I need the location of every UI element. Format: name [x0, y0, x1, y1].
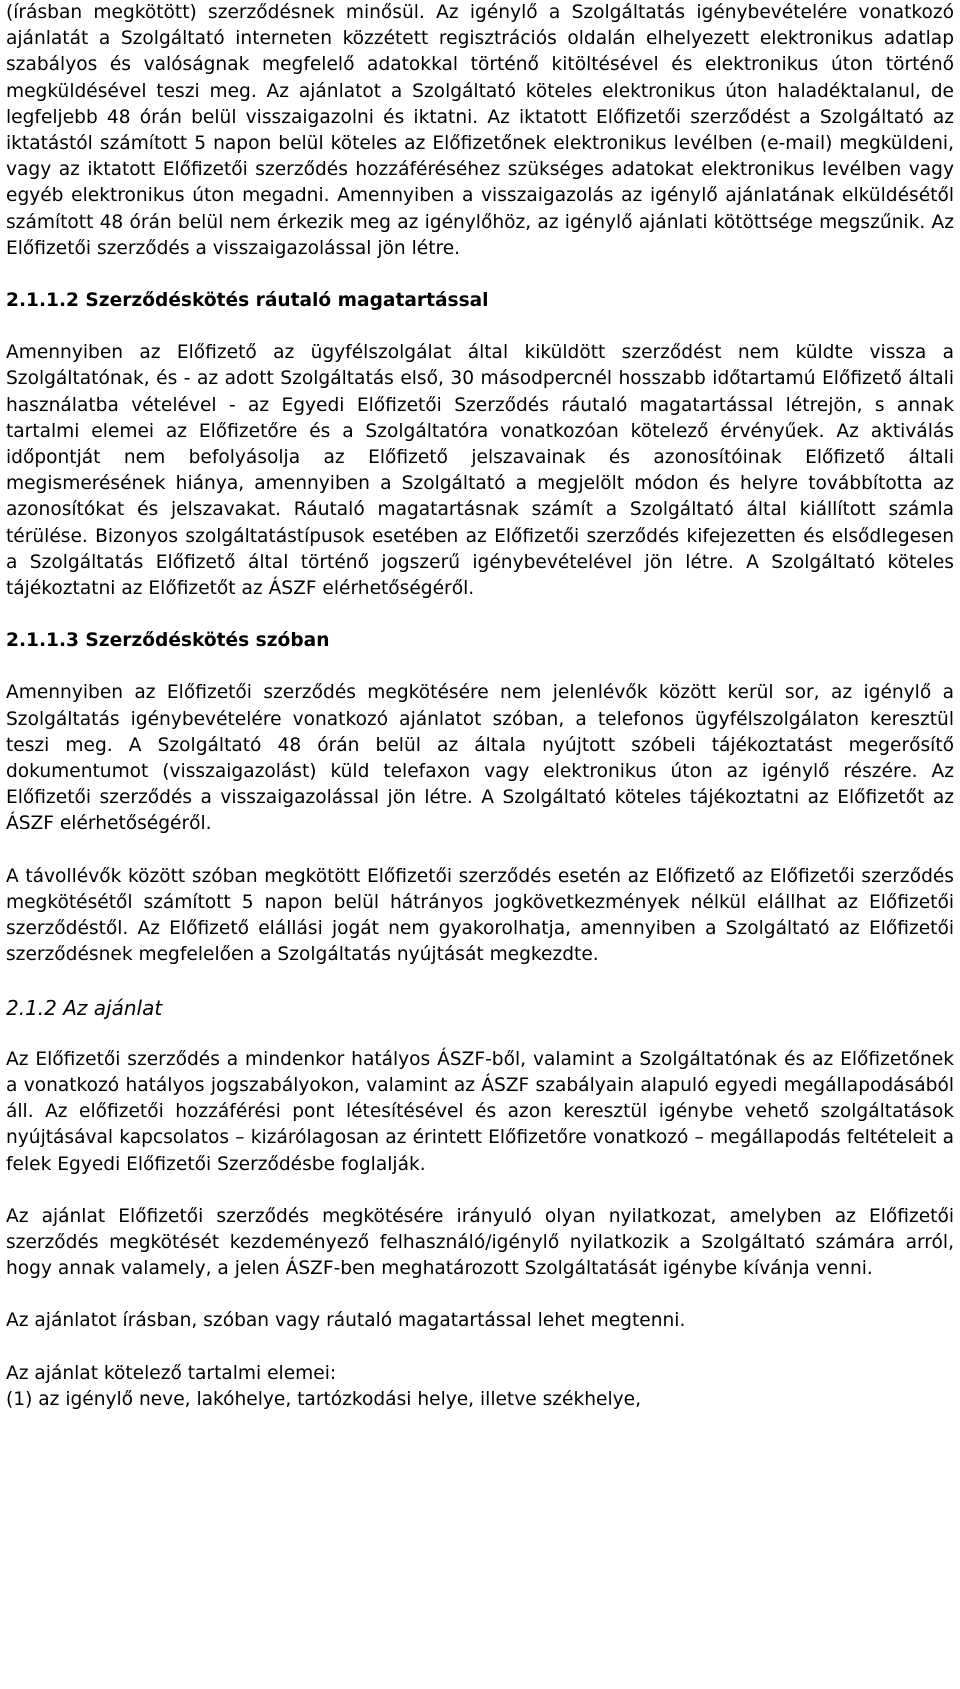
paragraph-implied-conduct: Amennyiben az Előfizető az ügyfélszolgálat által kiküldött szerződést nem küldte vissza a Szolgáltatónak, és - az adott Szolgáltatás első, 30 másodpercnél hosszabb időtartamú Előfizető általi használatba vételével - az Egyedi Előfizetői Szerződés ráutaló magatartással létrejön, s annak tartalmi elemei az Előfizetőre és a Szolgáltatóra vonatkozóan kötelező érvényűek. Az aktiválás időpontját nem befolyásolja az Előfizető jelszavainak és azonosítóinak Előfizető általi megismerésének hiánya, amennyiben a Szolgáltató a megjelölt módon és helyre továbbította az azonosítókat és jelszavakat. Ráutaló magatartásnak számít a Szolgáltató által kiállított számla térülése. Bizonyos szolgáltatástípusok esetében az Előfizetői szerződés kifejezetten és elsődlegesen a Szolgáltatás Előfizető által történő jogszerű igénybevételével jön létre. A Szolgáltató köteles tájékoztatni az Előfizetőt az ÁSZF elérhetőségéről.	[6, 342, 954, 600]
heading-2-1-2: 2.1.2 Az ajánlat	[6, 995, 163, 1020]
paragraph-offer-definition: Az ajánlat Előfizetői szerződés megkötésére irányuló olyan nyilatkozat, amelyben az Előfizetői szerződés megkötését kezdeményező felhasználó/igénylő nyilatkozik a Szolgáltató számára arról, hogy annak valamely, a jelen ÁSZF-ben meghatározott Szolgáltatását igénybe kívánja venni.	[6, 1205, 954, 1280]
heading-2-1-1-3: 2.1.1.3 Szerződéskötés szóban	[6, 630, 330, 652]
paragraph-online-contract: (írásban megkötött) szerződésnek minősül. Az igénylő a Szolgáltatás igénybevételére vonatkozó ajánlatát a Szolgáltató interneten közzétett regisztrációs oldalán elhelyezett elektronikus adatlap szabályos és valóságnak megfelelő adatokkal történő kitöltésével és elektronikus úton történő megküldésével teszi meg. Az ajánlatot a Szolgáltató köteles elektronikus úton haladéktalanul, de legfeljebb 48 órán belül visszaigazolni és iktatni. Az iktatott Előfizetői szerződést a Szolgáltató az iktatástól számított 5 napon belül köteles az Előfizetőnek elektronikus levélben (e-mail) megküldeni, vagy az iktatott Előfizetői szerződés hozzáféréséhez szükséges adatokat elektronikus levélben vagy egyéb elektronikus úton megadni. Amennyiben a visszaigazolás az igénylő ajánlatának elküldésétől számított 48 órán belül nem érkezik meg az igénylőhöz, az igénylő ajánlati kötöttsége megszűnik. Az Előfizetői szerződés a visszaigazolással jön létre.	[6, 2, 954, 259]
paragraph-offer-forms: Az ajánlatot írásban, szóban vagy ráutaló magatartással lehet megtenni.	[6, 1310, 686, 1332]
list-item-applicant-name: (1) az igénylő neve, lakóhelye, tartózkodási helye, illetve székhelye,	[6, 1388, 641, 1410]
paragraph-offer-elements-intro: Az ajánlat kötelező tartalmi elemei:	[6, 1362, 337, 1384]
paragraph-withdrawal: A távollévők között szóban megkötött Előfizetői szerződés esetén az Előfizető az Előfizetői szerződés megkötésétől számított 5 napon belül hátrányos jogkövetkezmények nélkül elállhat az Előfizetői szerződéstől. Az Előfizető elállási jogát nem gyakorolhatja, amennyiben a Szolgáltató az Előfizetői szerződésnek megfelelően a Szolgáltatás nyújtását megkezdte.	[6, 865, 954, 966]
paragraph-offer-composition: Az Előfizetői szerződés a mindenkor hatályos ÁSZF-ből, valamint a Szolgáltatónak és az Előfizetőnek a vonatkozó hatályos jogszabályokon, valamint az ÁSZF szabályain alapuló egyedi megállapodásából áll. Az előfizetői hozzáférési pont létesítésével és azon keresztül igénybe vehető szolgáltatások nyújtásával kapcsolatos – kizárólagosan az érintett Előfizetőre vonatkozó – megállapodás feltételeit a felek Egyedi Előfizetői Szerződésbe foglalják.	[6, 1048, 954, 1175]
heading-2-1-1-2: 2.1.1.2 Szerződéskötés ráutaló magatartással	[6, 290, 489, 312]
paragraph-oral-contract: Amennyiben az Előfizetői szerződés megkötésére nem jelenlévők között kerül sor, az igénylő a Szolgáltatás igénybevételére vonatkozó ajánlatot szóban, a telefonos ügyfélszolgálaton keresztül teszi meg. A Szolgáltató 48 órán belül az általa nyújtott szóbeli tájékoztatást megerősítő dokumentumot (visszaigazolást) küld telefaxon vagy elektronikus úton az igénylő részére. Az Előfizetői szerződés a visszaigazolással jön létre. A Szolgáltató köteles tájékoztatni az Előfizetőt az ÁSZF elérhetőségéről.	[6, 682, 954, 835]
